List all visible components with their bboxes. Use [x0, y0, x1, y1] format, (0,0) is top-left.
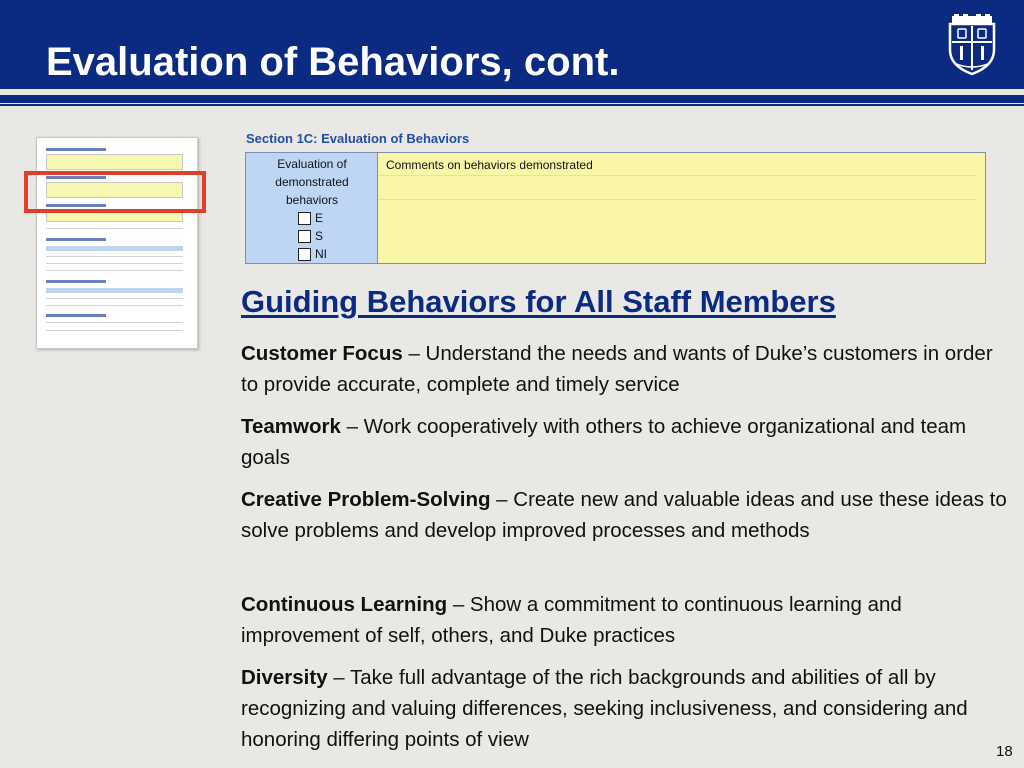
behavior-term: Creative Problem-Solving — [241, 488, 491, 511]
checkbox-icon[interactable] — [298, 230, 311, 243]
thumbnail-highlight-box — [24, 171, 206, 213]
guiding-behaviors-heading: Guiding Behaviors for All Staff Members — [241, 284, 836, 319]
option-e[interactable] — [298, 211, 323, 225]
behavior-diversity — [241, 662, 1013, 755]
thumb-line — [46, 256, 183, 257]
comments-label: Comments on behaviors demonstrated — [386, 158, 593, 172]
option-label: E — [315, 211, 324, 225]
behavior-description: – Show a commitment to continuous learning and improvement of self, others, and Duke practices — [241, 593, 902, 647]
header-bar — [0, 0, 1024, 89]
slide-title: Evaluation of Behaviors, cont. — [46, 40, 620, 84]
checkbox-icon[interactable] — [298, 248, 311, 261]
checkbox-icon[interactable] — [298, 212, 311, 225]
evaluation-form-table — [245, 152, 986, 264]
option-ni[interactable] — [298, 247, 327, 261]
behavior-term: Teamwork — [241, 415, 341, 438]
behavior-description: – Work cooperatively with others to achieve organizational and team goals — [241, 415, 967, 469]
behavior-creative-problem-solving — [241, 484, 1011, 546]
header-rule-thin — [0, 104, 1024, 106]
form-row-line — [378, 199, 977, 200]
behavior-term: Diversity — [241, 666, 328, 689]
form-thumbnail — [36, 137, 198, 349]
thumb-line — [46, 305, 183, 306]
option-s[interactable] — [298, 229, 323, 243]
header-rule — [0, 95, 1024, 103]
behavior-term: Customer Focus — [241, 342, 403, 365]
thumb-line — [46, 330, 183, 331]
duke-crest-icon — [946, 14, 998, 76]
behavior-continuous-learning — [241, 589, 1011, 651]
thumb-line — [46, 263, 183, 264]
form-rating-column — [246, 153, 378, 263]
behavior-description: – Create new and valuable ideas and use these ideas to solve problems and develop improved processes and methods — [241, 488, 1007, 542]
thumb-section-label — [46, 148, 106, 151]
form-rating-label: Evaluation of demonstrated behaviors — [275, 157, 349, 207]
option-label: S — [315, 229, 324, 243]
thumb-section-label — [46, 280, 106, 283]
thumb-line — [46, 322, 183, 323]
thumb-line — [46, 298, 183, 299]
thumb-yellow-band — [46, 154, 183, 170]
thumb-blue-row — [46, 246, 183, 251]
thumb-line — [46, 270, 183, 271]
behavior-teamwork — [241, 411, 1011, 473]
behavior-description: – Take full advantage of the rich backgrounds and abilities of all by recognizing and valuing differences, seeking inclusiveness, and considering and honoring differing points of view — [241, 666, 968, 751]
page-number: 18 — [996, 743, 1013, 760]
thumb-section-label — [46, 238, 106, 241]
thumb-section-label — [46, 314, 106, 317]
form-row-line — [378, 175, 977, 176]
option-label: NI — [315, 247, 327, 261]
thumb-blue-row — [46, 288, 183, 293]
behavior-description: – Understand the needs and wants of Duke’s customers in order to provide accurate, complete and timely service — [241, 342, 993, 396]
behavior-customer-focus — [241, 338, 1011, 400]
thumb-line — [46, 228, 183, 229]
behavior-term: Continuous Learning — [241, 593, 448, 616]
form-section-title: Section 1C: Evaluation of Behaviors — [246, 131, 470, 146]
